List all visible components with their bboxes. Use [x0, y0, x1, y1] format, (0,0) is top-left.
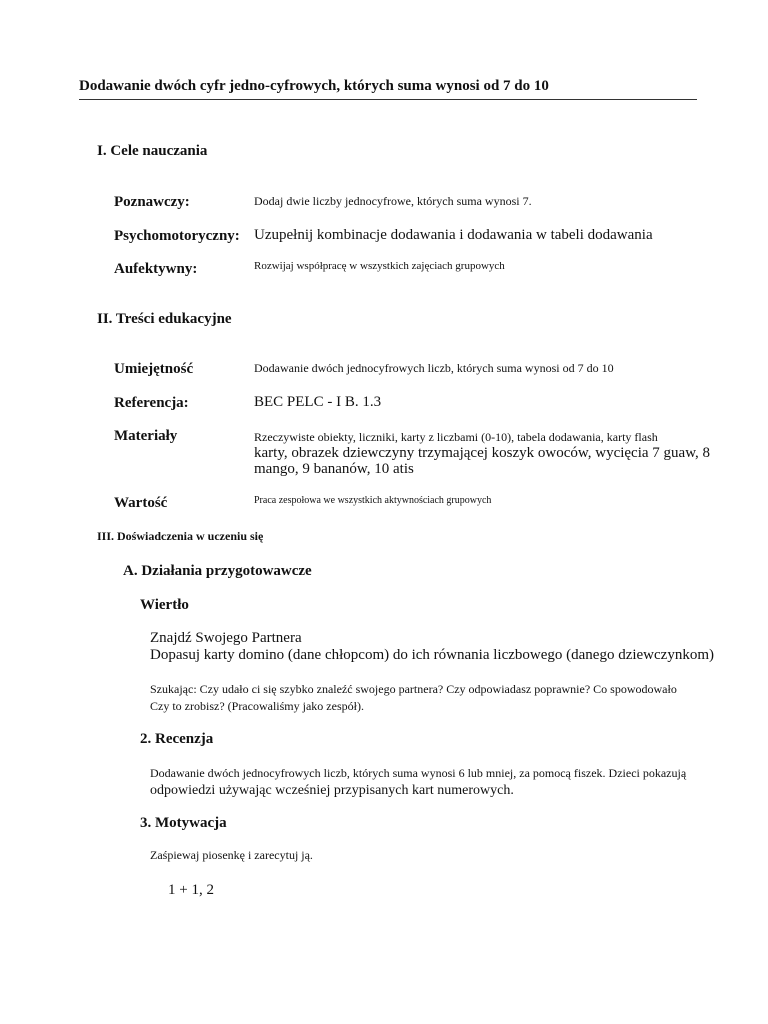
drill-heading: Wiertło — [140, 597, 189, 613]
subsection-heading-preparatory: A. Działania przygotowawcze — [123, 563, 312, 579]
label-cognitive: Poznawczy: — [114, 194, 190, 210]
section-heading-content: II. Treści edukacyjne — [97, 311, 232, 327]
section-heading-objectives: I. Cele nauczania — [97, 143, 208, 159]
value-materials — [254, 429, 710, 477]
value-skill: Dodawanie dwóch jednocyfrowych liczb, których suma wynosi od 7 do 10 — [254, 361, 614, 375]
drill-text — [150, 630, 714, 664]
materials-line-1: Rzeczywiste obiekty, liczniki, karty z liczbami (0-10), tabela dodawania, karty flash — [254, 430, 658, 444]
label-skill: Umiejętność — [114, 361, 194, 377]
drill-line-1: Znajdź Swojego Partnera — [150, 630, 302, 646]
motivation-line-2: 1 + 1, 2 — [168, 882, 214, 898]
drill-question-2: Czy to zrobisz? (Pracowaliśmy jako zespół). — [150, 699, 364, 713]
label-value: Wartość — [114, 495, 168, 511]
motivation-heading: 3. Motywacja — [140, 815, 227, 831]
materials-line-2: karty, obrazek dziewczyny trzymającej koszyk owoców, wycięcia 7 guaw, 8 — [254, 445, 711, 461]
drill-question-1: Szukając: Czy udało ci się szybko znaleźć swojego partnera? Czy odpowiadasz poprawnie? Co spowodowało — [150, 682, 677, 696]
value-affective: Rozwijaj współpracę w wszystkich zajęciach grupowych — [254, 260, 505, 272]
value-value: Praca zespołowa we wszystkich aktywnościach grupowych — [254, 495, 492, 506]
value-reference: BEC PELC - I B. 1.3 — [254, 394, 382, 410]
value-cognitive: Dodaj dwie liczby jednocyfrowe, których suma wynosi 7. — [254, 194, 532, 208]
title-divider — [79, 99, 697, 100]
drill-questions — [150, 681, 677, 715]
drill-line-2: Dopasuj karty domino (dane chłopcom) do ich równania liczbowego (danego dziewczynkom) — [150, 647, 714, 663]
review-heading: 2. Recenzja — [140, 731, 214, 747]
motivation-line-1: Zaśpiewaj piosenkę i zarecytuj ją. — [150, 848, 313, 862]
value-psychomotor: Uzupełnij kombinacje dodawania i dodawania w tabeli dodawania — [254, 227, 653, 243]
materials-line-3: mango, 9 bananów, 10 atis — [254, 461, 414, 477]
label-psychomotor: Psychomotoryczny: — [114, 228, 240, 244]
document-title: Dodawanie dwóch cyfr jedno-cyfrowych, których suma wynosi od 7 do 10 — [79, 78, 549, 94]
label-affective: Aufektywny: — [114, 261, 198, 277]
label-materials: Materiały — [114, 428, 178, 444]
review-text — [150, 764, 686, 800]
label-reference: Referencja: — [114, 395, 189, 411]
review-line-2: odpowiedzi używając wcześniej przypisanych kart numerowych. — [150, 783, 514, 798]
section-heading-experiences: III. Doświadczenia w uczeniu się — [97, 529, 264, 543]
review-line-1: Dodawanie dwóch jednocyfrowych liczb, których suma wynosi 6 lub mniej, za pomocą fiszek. Dzieci pokazują — [150, 766, 687, 780]
